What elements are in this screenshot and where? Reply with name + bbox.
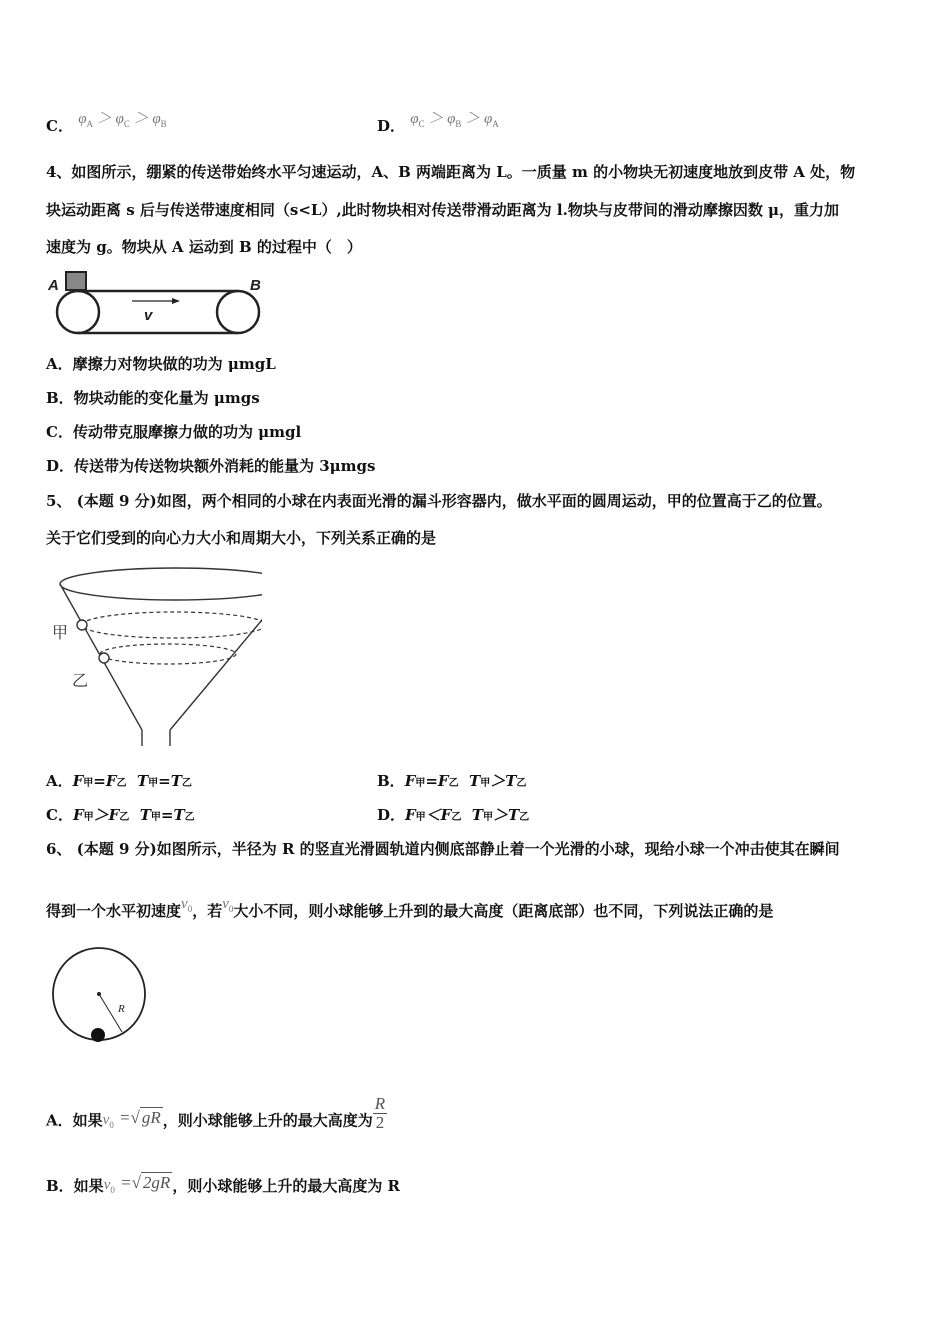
option-d-expression: $\varphi_C > \varphi_B > \varphi_A$ <box>410 111 499 129</box>
option-label: D． <box>377 117 406 135</box>
ball-jia <box>77 620 87 630</box>
q3-option-c <box>46 111 167 142</box>
q4-option-a: A．摩擦力对物块做的功为 μmgL <box>46 355 276 373</box>
sqrt-expression: =√ 2gR <box>120 1173 171 1192</box>
q5-stem-line-2: 关于它们受到的向心力大小和周期大小，下列关系正确的是 <box>46 529 437 547</box>
q4-option-d: D．传送带为传送物块额外消耗的能量为 3μmgs <box>46 457 376 475</box>
q4-option-b: B．物块动能的变化量为 μmgs <box>46 389 260 407</box>
funnel-figure <box>46 562 262 748</box>
label-v: v <box>144 307 153 324</box>
velocity-arrowhead <box>172 298 180 304</box>
q3-option-d <box>377 111 499 142</box>
block <box>66 272 86 290</box>
q5-option-b: B．F甲=F乙 T甲＞T乙 <box>377 772 527 790</box>
label-yi: 乙 <box>72 671 89 690</box>
funnel-rim <box>60 568 262 600</box>
v0-symbol: $v_0$ <box>103 1177 115 1195</box>
option-c-expression: $\varphi_A > \varphi_C > \varphi_B$ <box>78 111 167 129</box>
label-a: A <box>48 277 59 294</box>
q4-stem-line-3: 速度为 g。物块从 A 运动到 B 的过程中（ ） <box>46 238 362 256</box>
option-label: C． <box>46 117 73 135</box>
v0-symbol: $v_0$ <box>222 896 234 914</box>
circular-track-figure <box>48 946 150 1046</box>
funnel-right-wall <box>170 584 262 730</box>
lower-orbit <box>100 644 236 664</box>
conveyor-belt-figure <box>44 266 266 338</box>
q6-option-b: B．如果$v_0$ =√ 2gR ，则小球能够上升的最大高度为 R <box>46 1173 401 1195</box>
label-jia: 甲 <box>52 623 69 642</box>
sqrt-expression: =√ gR <box>119 1107 161 1127</box>
ball <box>91 1028 105 1042</box>
ball-yi <box>99 653 109 663</box>
label-b: B <box>250 277 261 294</box>
q5-stem-line-1: 5、 (本题 9 分)如图，两个相同的小球在内表面光滑的漏斗形容器内，做水平面的圆周运动，甲的位置高于乙的位置。 <box>46 492 832 510</box>
q6-option-a: A．如果$v_0$ =√ gR ，则小球能够上升的最大高度为 $\frac{R}{2}$ <box>46 1094 386 1132</box>
q5-option-a: A．F甲=F乙 T甲=T乙 <box>46 772 192 790</box>
fraction-r-over-2: $\frac{R}{2}$ <box>374 1094 386 1132</box>
q4-stem-line-1: 4、如图所示，绷紧的传送带始终水平匀速运动，A、B 两端距离为 L。一质量 m 的小物块无初速度地放到皮带 A 处，物 <box>46 163 856 181</box>
v0-symbol: $v_0$ <box>181 896 193 914</box>
q5-option-c: C．F甲＞F乙 T甲=T乙 <box>46 806 195 824</box>
q4-option-c: C．传动带克服摩擦力做的功为 μmgl <box>46 423 302 441</box>
v0-symbol: $v_0$ <box>102 1111 114 1130</box>
left-pulley <box>57 291 99 333</box>
label-r: R <box>118 1003 125 1015</box>
q6-stem-line-2: 得到一个水平初速度$v_0$，若$v_0$大小不同，则小球能够上升到的最大高度（距离底部）也不同，下列说法正确的是 <box>46 896 774 920</box>
q6-stem-line-1: 6、 (本题 9 分)如图所示，半径为 R 的竖直光滑圆轨道内侧底部静止着一个光滑的小球，现给小球一个冲击使其在瞬间 <box>46 840 840 858</box>
right-pulley <box>217 291 259 333</box>
upper-orbit <box>82 612 262 638</box>
q5-option-d: D．F甲＜F乙 T甲＞T乙 <box>377 806 530 824</box>
q4-stem-line-2: 块运动距离 s 后与传送带速度相同（s<L）,此时物块相对传送带滑动距离为 l.物块与皮带间的滑动摩擦因数 μ，重力加 <box>46 201 840 219</box>
